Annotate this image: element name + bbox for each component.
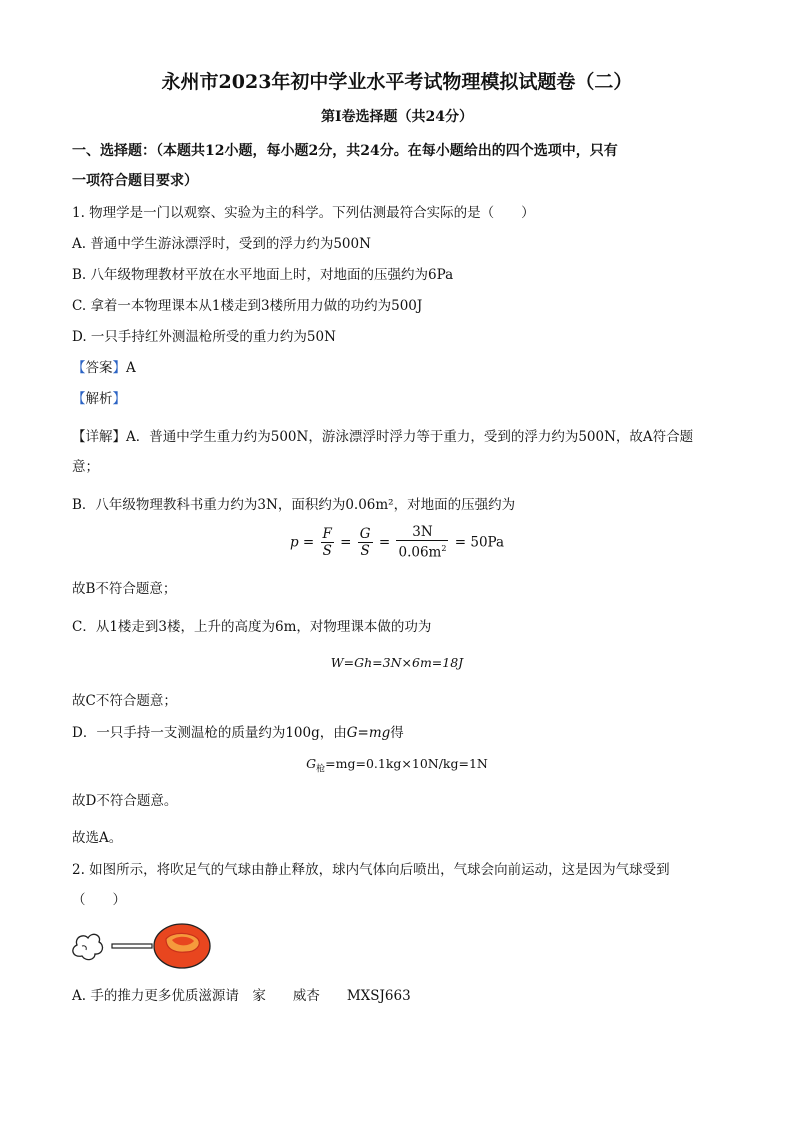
weight-symbol: G (306, 756, 317, 771)
pressure-formula (0, 524, 794, 561)
fraction-denominator-s: S (322, 542, 332, 559)
fraction-f-over-s (321, 526, 334, 559)
question-1-stem: 1. 物理学是一门以观察、实验为主的科学。下列估测最符合实际的是（ ） (72, 205, 535, 221)
answer-tag: 答案 (85, 360, 113, 376)
section-heading-line1: 一、选择题：（本题共12小题，每小题2分，共24分。在每小题给出的四个选项中，只有 (72, 143, 618, 159)
area-value: 0.06m (398, 544, 442, 561)
fraction-numerator-3n: 3N (396, 524, 448, 541)
analysis-bracket-open: 【 (72, 391, 86, 407)
option-c-explanation: C．从1楼走到3楼，上升的高度为6m，对物理课本做的功为 (72, 619, 432, 635)
analysis-bracket-close: 】 (112, 391, 126, 407)
option-c-conclusion: 故C不符合题意； (72, 693, 177, 709)
work-formula: W=Gh=3N×6m=18J (330, 655, 464, 670)
answer-bracket-open: 【 (72, 360, 86, 376)
question-2-stem-line1: 2. 如图所示，将吹足气的气球由静止释放，球内气体向后喷出，气球会向前运动，这是因为气球受到 (72, 862, 670, 878)
option-b-conclusion: 故B不符合题意； (72, 581, 177, 597)
detail-line-2: 意； (72, 459, 99, 475)
air-puff-icon (73, 934, 103, 959)
formula-eq3: = (378, 534, 391, 551)
section-heading-line2: 一项符合题目要求） (72, 173, 198, 189)
formula-eq1: = (302, 534, 315, 551)
answer-bracket-close: 】 (112, 360, 126, 376)
answer-value: A (126, 360, 136, 376)
weight-calculation: =mg=0.1kg×10N/kg=1N (325, 756, 488, 771)
final-answer: 故选A。 (72, 830, 123, 846)
option-d-text-post: 得 (390, 725, 404, 741)
formula-p: p (289, 534, 299, 551)
balloon-figure (68, 922, 218, 978)
question-1-option-d: D. 一只手持红外测温枪所受的重力约为50N (72, 329, 336, 345)
area-exponent: 2 (441, 544, 447, 553)
section-subtitle: 第Ⅰ卷选择题（共24分） (320, 109, 474, 125)
formula-result: = 50Pa (454, 534, 505, 551)
air-puff-detail-icon (82, 946, 86, 950)
weight-subscript: 枪 (316, 764, 326, 775)
option-b-explanation: B．八年级物理教科书重力约为3N，面积约为0.06m²，对地面的压强约为 (72, 497, 516, 513)
fraction-numerator-g: G (359, 525, 371, 542)
option-d-conclusion: 故D不符合题意。 (72, 793, 178, 809)
question-1-option-a: A. 普通中学生游泳漂浮时，受到的浮力约为500N (72, 236, 371, 252)
question-1-option-b: B. 八年级物理教材平放在水平地面上时，对地面的压强约为6Pa (72, 267, 454, 283)
balloon-tube-icon (112, 944, 152, 948)
balloon-illustration (68, 922, 218, 982)
fraction-denominator-area (396, 541, 448, 561)
option-d-gmg: G=mg (346, 725, 391, 741)
question-1-option-c: C. 拿着一本物理课本从1楼走到3楼所用力做的功约为500J (72, 298, 423, 314)
question-2-stem-line2: （ ） (72, 892, 126, 908)
question-2-option-a: A. 手的推力更多优质滋源请 家 威杏 MXSJ663 (72, 988, 411, 1004)
fraction-values (396, 524, 448, 561)
detail-line-1: 【详解】A．普通中学生重力约为500N，游泳漂浮时浮力等于重力，受到的浮力约为500N，故A符合题 (72, 429, 694, 445)
weight-formula (0, 755, 794, 779)
fraction-numerator-f: F (322, 525, 332, 542)
option-d-text-pre: D．一只手持一支测温枪的质量约为100g，由 (72, 725, 347, 741)
fraction-g-over-s (358, 526, 373, 559)
answer-row (72, 359, 136, 377)
fraction-denominator-s2: S (360, 542, 370, 559)
analysis-row (72, 390, 126, 408)
analysis-tag: 解析 (85, 391, 113, 407)
formula-eq2: = (340, 534, 352, 551)
option-d-explanation (72, 724, 404, 742)
page-title: 永州市2023年初中学业水平考试物理模拟试题卷（二） (161, 71, 633, 93)
